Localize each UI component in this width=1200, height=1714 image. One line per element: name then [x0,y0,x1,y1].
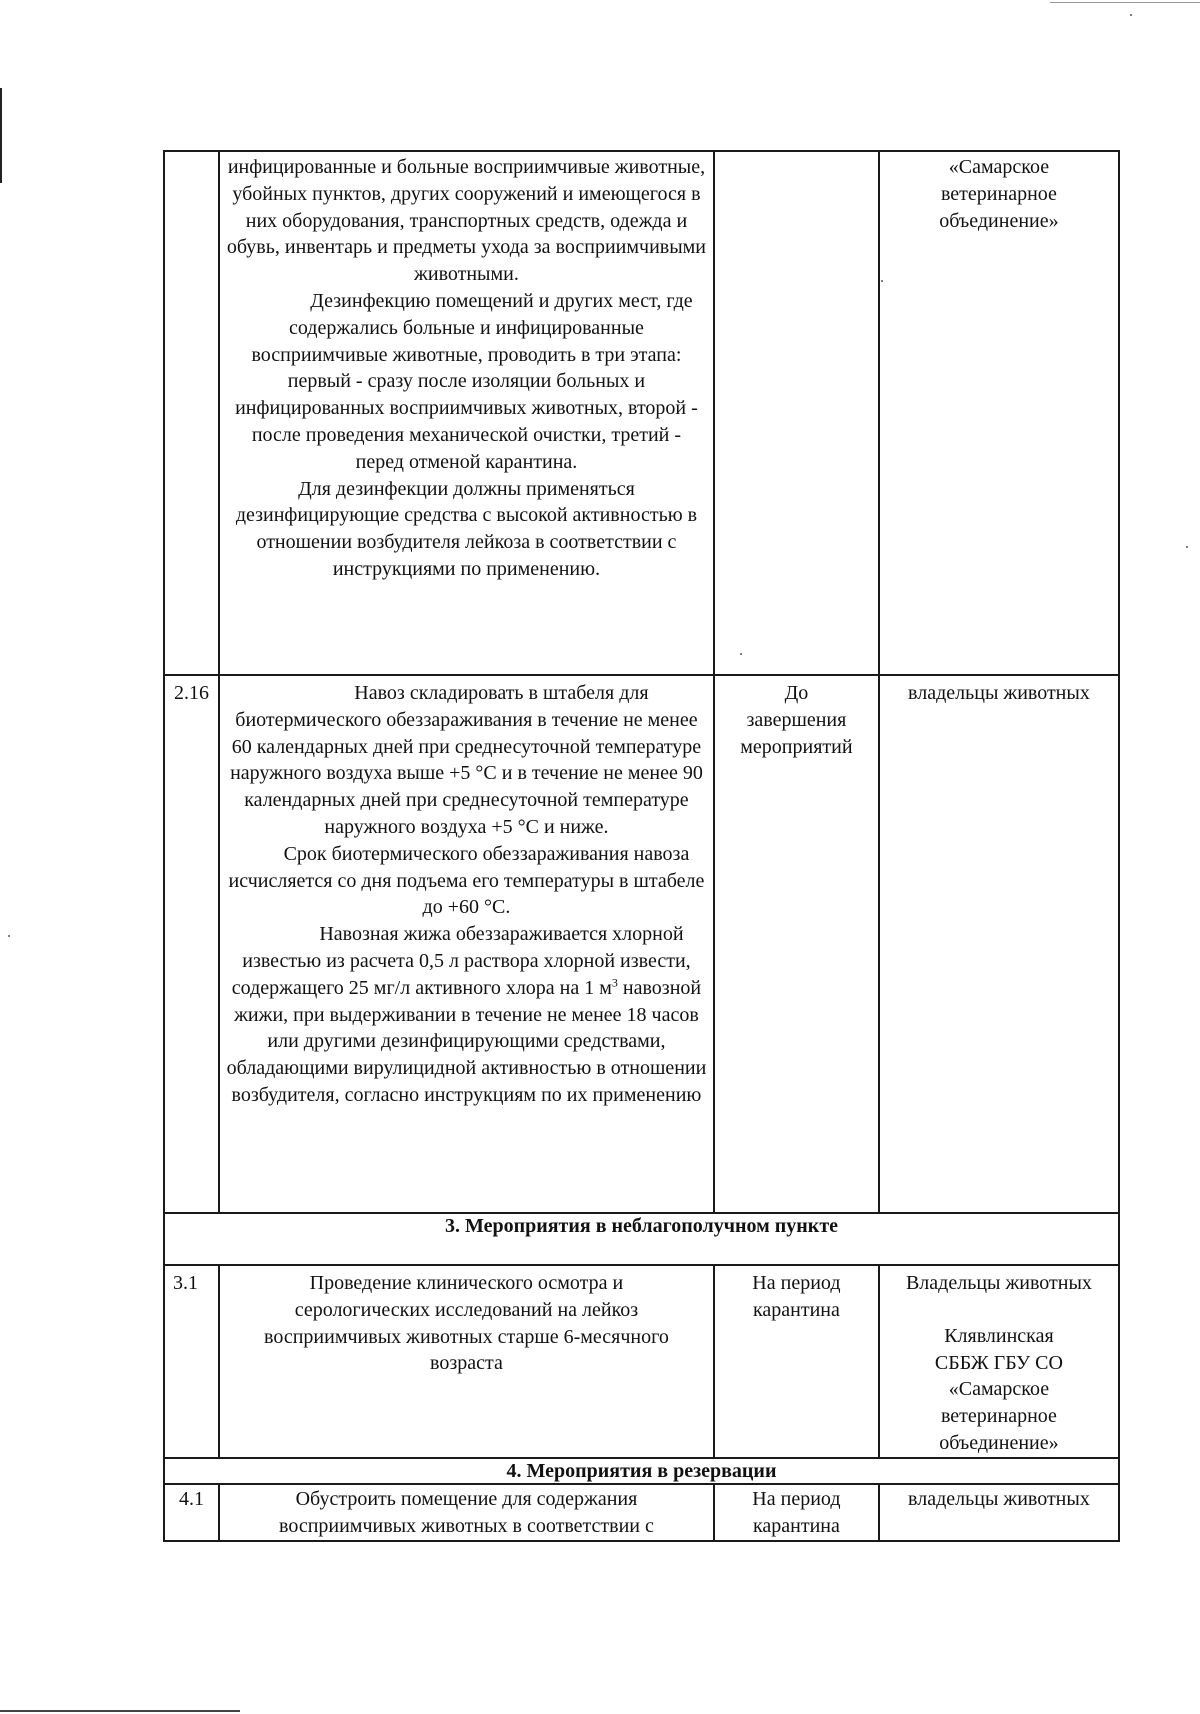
superscript: 3 [611,975,618,990]
paragraph: Обустроить помещение для содержания восприимчивых животных в соответствии с [279,1488,654,1537]
measure-description [219,151,714,675]
responsible-party: владельцы животных [879,675,1119,1213]
section-title: 3. Мероприятия в неблагополучном пункте [164,1213,1119,1265]
paragraph [226,921,707,1109]
measure-description [219,1484,714,1541]
measure-term [714,151,879,675]
paragraph: Срок биотермического обеззараживания навоза исчисляется со дня подъема его температуры в штабеле до +60 °С. [228,842,705,919]
paragraph: Дезинфекцию помещений и других мест, где содержались больные и инфицированные восприимчивые животные, проводить в три этапа: первый - сразу после изоляции больных и инфицированных восприимчивых животных, второй - после проведения механической очистки, третий - перед отменой карантина. [235,289,698,473]
row-number [164,151,219,675]
responsible-text: Клявлинская СББЖ ГБУ СО «Самарское ветеринарное объединение» [934,1324,1063,1454]
scan-speck [8,935,10,937]
row-number: 2.16 [164,675,219,1213]
term-text: На период карантина [752,1488,841,1537]
responsible-text: Владельцы животных [905,1272,1092,1294]
table-row [164,1484,1119,1541]
responsible-party [879,1265,1119,1458]
scan-edge-top [1050,2,1200,3]
scan-speck [1130,14,1132,16]
section-header-row [164,1213,1119,1265]
table-row [164,151,1119,675]
measure-term [714,675,879,1213]
table-row [164,1265,1119,1458]
paragraph: Для дезинфекции должны применяться дезинфицирующие средства с высокой активностью в отношении возбудителя лейкоза в соответствии с инструкциями по применению. [235,477,698,580]
section-header-row [164,1458,1119,1484]
term-text: На период карантина [752,1272,841,1321]
measures-table [163,150,1120,1542]
term-text: До завершения мероприятий [740,682,853,758]
table-row [164,675,1119,1213]
section-title: 4. Мероприятия в резервации [164,1458,1119,1484]
responsible-text: «Самарское ветеринарное объединение» [939,156,1059,232]
measure-term [714,1265,879,1458]
scan-edge-bottom [0,1710,240,1712]
paragraph-part: Навозная жижа обеззараживается хлорной известью из расчета 0,5 л раствора хлорной извести, содержащего 25 мг/л активного хлора на 1 м [231,923,691,999]
paragraph: Проведение клинического осмотра и серологических исследований на лейкоз восприимчивых животных старше 6-месячного возраста [264,1272,669,1375]
scan-speck [1186,546,1188,548]
measure-description [219,1265,714,1458]
paragraph-part: навозной жижи, при выдерживании в течение не менее 18 часов или другими дезинфицирующими средствами, обладающими вирулицидной активностью в отношении возбудителя, согласно инструкциям по их применению [226,976,707,1106]
scan-edge-left [0,88,2,183]
measure-description [219,675,714,1213]
responsible-party: владельцы животных [879,1484,1119,1541]
row-number: 4.1 [164,1484,219,1541]
paragraph: Навоз складировать в штабеля для биотермического обеззараживания в течение не менее 60 календарных дней при среднесуточной температуре наружного воздуха выше +5 °С и в течение не менее 90 календарных дней при среднесуточной температуре наружного воздуха +5 °С и ниже. [230,682,703,838]
responsible-party [879,151,1119,675]
row-number: 3.1 [164,1265,219,1458]
measure-term [714,1484,879,1541]
paragraph: инфицированные и больные восприимчивые животные, убойных пунктов, других сооружений и имеющегося в них оборудования, транспортных средств, одежда и обувь, инвентарь и предметы ухода за восприимчивыми животными. [226,156,707,286]
